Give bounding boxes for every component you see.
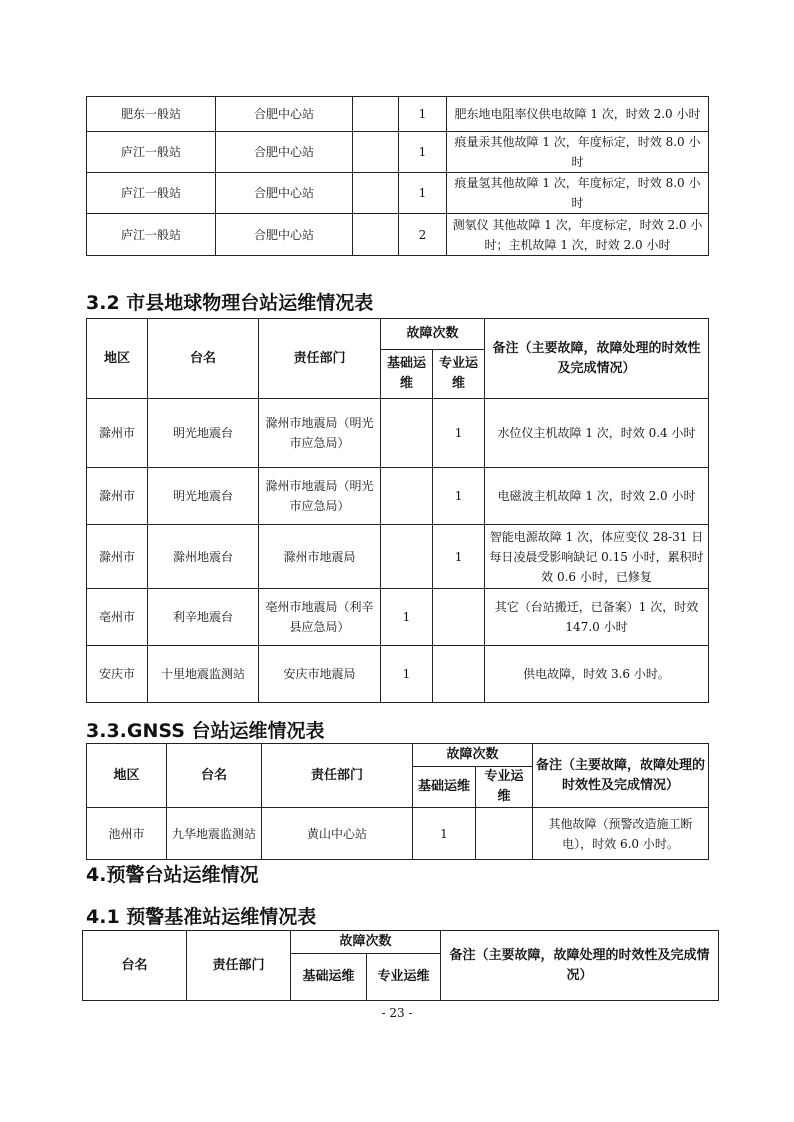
header-basic: 基础运维 [381,350,433,399]
header-dept: 责任部门 [262,744,413,808]
table-cell: 1 [433,525,485,589]
table-cell: 1 [381,589,433,646]
table-cell: 庐江一般站 [87,214,216,256]
table-cell [476,808,533,860]
table-row [87,468,709,525]
header-station: 台名 [148,319,259,399]
header-notes: 备注（主要故障，故障处理的时效性及完成情况） [485,319,709,399]
header-dept: 责任部门 [187,931,291,1001]
table-cell: 其它（台站搬迁，已备案）1 次，时效 147.0 小时 [485,589,709,646]
header-faults: 故障次数 [291,931,441,954]
table-cell: 肥东一般站 [87,97,216,132]
header-station: 台名 [83,931,187,1001]
header-faults: 故障次数 [381,319,485,350]
table-cell: 痕量汞其他故障 1 次，年度标定，时效 8.0 小时 [447,132,709,173]
table-top [86,96,709,256]
table-cell: 滁州市 [87,399,148,468]
table-3-2 [86,318,709,703]
table-cell [381,399,433,468]
table-cell [381,468,433,525]
header-faults: 故障次数 [413,744,533,767]
table-cell: 测氡仪 其他故障 1 次，年度标定，时效 2.0 小时；主机故障 1 次，时效 2.0 小时 [447,214,709,256]
table-cell: 合肥中心站 [216,214,353,256]
table-cell: 明光地震台 [148,468,259,525]
table-cell: 水位仪主机故障 1 次，时效 0.4 小时 [485,399,709,468]
table-cell [353,214,399,256]
header-region: 地区 [87,744,167,808]
table-cell: 供电故障，时效 3.6 小时。 [485,646,709,703]
table-cell: 利辛地震台 [148,589,259,646]
header-pro: 专业运维 [433,350,485,399]
header-pro: 专业运维 [367,954,441,1001]
table-cell: 亳州市 [87,589,148,646]
table-cell: 2 [399,214,447,256]
table-cell [353,132,399,173]
table-cell [353,97,399,132]
table-cell: 1 [399,97,447,132]
table-cell: 智能电源故障 1 次，体应变仪 28-31 日每日凌晨受影响缺记 0.15 小时，累积时效 0.6 小时，已修复 [485,525,709,589]
table-cell: 滁州市地震局（明光市应急局） [259,399,381,468]
table-row [87,214,709,256]
section-3-2-title: 3.2 市县地球物理台站运维情况表 [86,292,374,314]
table-cell: 合肥中心站 [216,173,353,214]
table-row [87,399,709,468]
table-row [87,97,709,132]
table-cell: 滁州市 [87,468,148,525]
table-cell: 池州市 [87,808,167,860]
header-notes: 备注（主要故障，故障处理的时效性及完成情况） [533,744,709,808]
table-cell: 1 [413,808,476,860]
header-dept: 责任部门 [259,319,381,399]
header-pro: 专业运维 [476,767,533,808]
page-number: - 23 - [381,1006,413,1020]
table-cell: 1 [399,173,447,214]
table-cell [353,173,399,214]
table-row [87,525,709,589]
header-station: 台名 [167,744,262,808]
table-3-3 [86,743,709,860]
table-row [87,132,709,173]
table-cell: 1 [399,132,447,173]
section-4-1-title: 4.1 预警基准站运维情况表 [86,906,317,928]
table-cell: 滁州市地震局（明光市应急局） [259,468,381,525]
table-cell: 滁州地震台 [148,525,259,589]
section-4-title: 4.预警台站运维情况 [86,864,259,886]
table-cell: 其他故障（预警改造施工断电），时效 6.0 小时。 [533,808,709,860]
table-4-1 [82,930,719,1001]
table-row [87,646,709,703]
table-cell: 痕量氢其他故障 1 次，年度标定，时效 8.0 小时 [447,173,709,214]
table-cell: 庐江一般站 [87,173,216,214]
table-cell: 安庆市地震局 [259,646,381,703]
table-cell: 电磁波主机故障 1 次，时效 2.0 小时 [485,468,709,525]
table-cell [433,589,485,646]
table-cell: 黄山中心站 [262,808,413,860]
table-cell: 肥东地电阻率仪供电故障 1 次，时效 2.0 小时 [447,97,709,132]
table-cell: 1 [433,468,485,525]
table-cell: 合肥中心站 [216,97,353,132]
table-row [87,589,709,646]
table-cell: 庐江一般站 [87,132,216,173]
table-cell: 亳州市地震局（利辛县应急局） [259,589,381,646]
table-cell [381,525,433,589]
table-cell: 1 [433,399,485,468]
table-cell: 滁州市 [87,525,148,589]
table-cell: 合肥中心站 [216,132,353,173]
table-row [87,808,709,860]
table-cell: 安庆市 [87,646,148,703]
section-3-3-title: 3.3.GNSS 台站运维情况表 [86,720,325,742]
table-cell [433,646,485,703]
header-basic: 基础运维 [291,954,367,1001]
table-row [87,173,709,214]
table-cell: 滁州市地震局 [259,525,381,589]
table-cell: 十里地震监测站 [148,646,259,703]
table-cell: 明光地震台 [148,399,259,468]
header-basic: 基础运维 [413,767,476,808]
header-region: 地区 [87,319,148,399]
table-cell: 1 [381,646,433,703]
header-notes: 备注（主要故障，故障处理的时效性及完成情况） [441,931,719,1001]
table-cell: 九华地震监测站 [167,808,262,860]
